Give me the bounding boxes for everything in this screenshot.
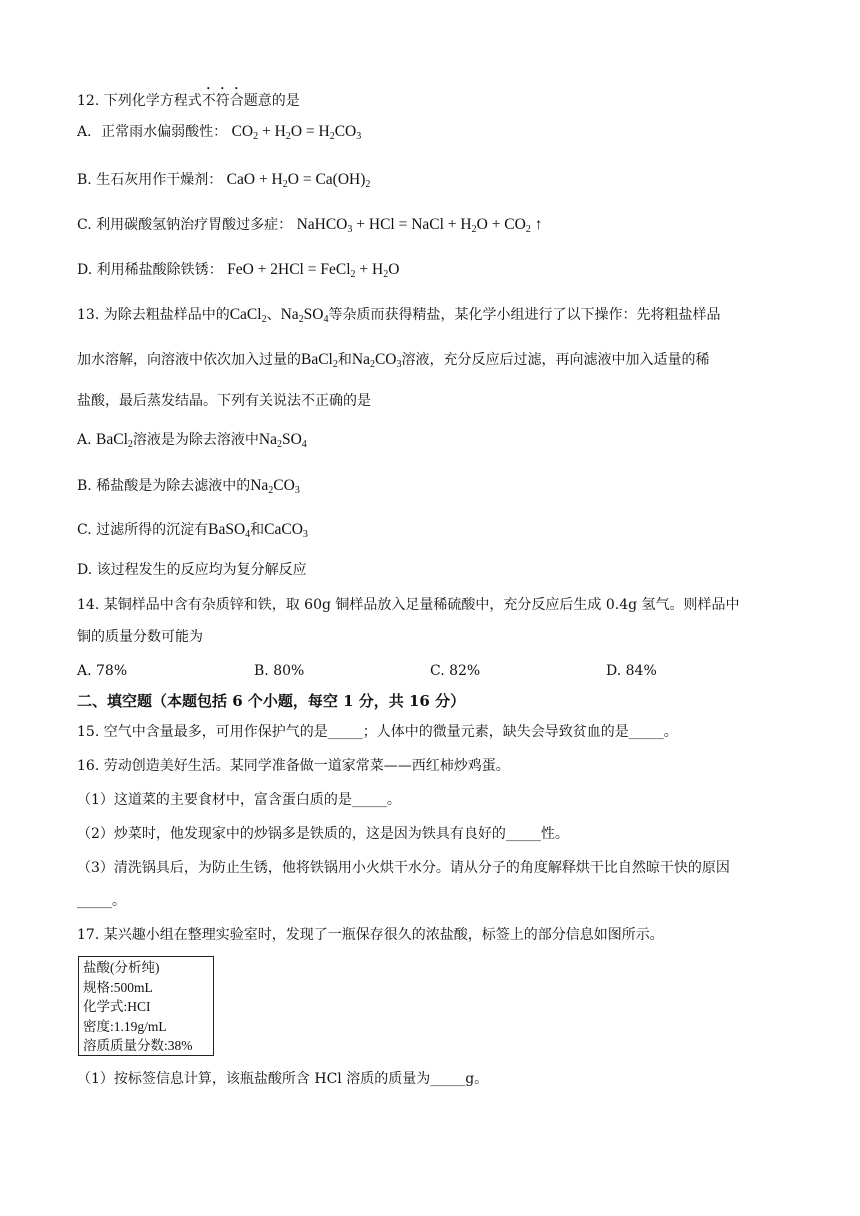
q12-stem-text-end: 题意的是 [243, 93, 300, 109]
label-density: 密度:1.19g/mL [83, 1018, 167, 1034]
q13-sep: 、 [266, 307, 281, 323]
q13-text-2: 等杂质而获得精盐，某化学小组进行了以下操作：先将粗盐样品 [328, 307, 721, 323]
formula-na2so4: $Na_2SO_4$ [280, 306, 329, 325]
formula-caco3: CaCO$_3$ [264, 521, 308, 540]
q14-option-c: C. 82% [430, 663, 481, 679]
q13-text-4: 溶液，充分反应后过滤，再向滤液中加入适量的稀 [401, 352, 710, 368]
label-name: 盐酸(分析纯) [83, 960, 160, 975]
q13-option-b-text: B. 稀盐酸是为除去滤液中的 [77, 478, 251, 494]
q12-option-c [77, 215, 542, 235]
q16-part3: （3）清洗锅具后，为防止生锈，他将铁锅用小火烘干水分。请从分子的角度解释烘干比自然晾干快的原因 [77, 860, 730, 876]
q13-option-d: D. 该过程发生的反应均为复分解反应 [77, 562, 307, 578]
q13-option-c-and: 和 [250, 522, 265, 538]
q13-option-a-prefix: A. [77, 432, 92, 448]
q16-part1: （1）这道菜的主要食材中，富含蛋白质的是_____。 [77, 792, 401, 808]
q17-stem: 17. 某兴趣小组在整理实验室时，发现了一瓶保存很久的浓盐酸，标签上的部分信息如图所示。 [77, 927, 664, 943]
formula-na2so4-a: $Na_2SO_4$ [258, 431, 307, 450]
q14-line1: 14. 某铜样品中含有杂质锌和铁，取 60g 铜样品放入足量稀硫酸中，充分反应后生成 0.4g 氢气。则样品中 [77, 597, 740, 613]
label-fraction: 溶质质量分数:38% [83, 1038, 193, 1053]
equation-c: NaHCO$_3$ + HCl = NaCl + $H_2O + CO_2$ ↑ [296, 216, 543, 235]
equation-d: FeO + 2HCl = FeCl$_2$ + $H_2O$ [227, 261, 400, 280]
formula-cacl2: CaCl$_2$ [229, 306, 267, 325]
q12-option-d-label: D. 利用稀盐酸除铁锈： [77, 262, 223, 278]
q13-and: 和 [337, 352, 352, 368]
q14-line2: 铜的质量分数可能为 [77, 629, 203, 645]
q12-option-b-label: B. 生石灰用作干燥剂： [77, 172, 223, 188]
q13-option-c [77, 520, 308, 540]
q17-part1: （1）按标签信息计算，该瓶盐酸所含 HCl 溶质的质量为_____g。 [77, 1071, 489, 1087]
q12-stem [77, 85, 300, 111]
formula-bacl2-a: BaCl$_2$ [96, 431, 133, 450]
q16-part3-cont: _____。 [77, 893, 126, 909]
q12-emphasis: 不符合 [201, 93, 244, 109]
equation-a: $CO_2 + H_2O = H_2CO_3$ [231, 123, 362, 142]
q16-stem: 16. 劳动创造美好生活。某同学准备做一道家常菜——西红柿炒鸡蛋。 [77, 758, 510, 774]
section-title: 二、填空题（本题包括 6 个小题，每空 1 分，共 16 分） [77, 692, 466, 710]
q14-option-b: B. 80% [254, 663, 305, 679]
formula-baso4: BaSO$_4$ [208, 521, 251, 540]
q13-option-c-text: C. 过滤所得的沉淀有 [77, 522, 209, 538]
q15-text: 15. 空气中含量最多，可用作保护气的是_____；人体中的微量元素，缺失会导致贫血的是_____。 [77, 724, 678, 740]
q12-stem-text: 12. 下列化学方程式 [77, 93, 202, 109]
q13-option-a [77, 430, 307, 450]
q13-option-b [77, 476, 300, 496]
formula-na2co3: $Na_2CO_3$ [351, 351, 402, 370]
q12-option-d [77, 260, 399, 280]
q14-option-a: A. 78% [77, 663, 128, 679]
q16-part2: （2）炒菜时，他发现家中的炒锅多是铁质的，这是因为铁具有良好的_____性。 [77, 826, 569, 842]
q13-text-3: 加水溶解，向溶液中依次加入过量的 [77, 352, 301, 368]
formula-bacl2: BaCl$_2$ [301, 351, 338, 370]
q12-option-a [77, 122, 361, 142]
q12-option-b [77, 170, 370, 190]
q13-line2 [77, 350, 710, 370]
q12-option-a-label: A．正常雨水偏弱酸性： [77, 124, 228, 140]
reagent-label [78, 956, 214, 1056]
formula-na2co3-b: $Na_2CO_3$ [250, 477, 300, 496]
q12-option-c-label: C. 利用碳酸氢钠治疗胃酸过多症： [77, 217, 293, 233]
q13-text: 13. 为除去粗盐样品中的 [77, 307, 230, 323]
label-formula: 化学式:HCI [83, 999, 151, 1014]
label-spec: 规格:500mL [83, 979, 153, 995]
q14-option-d: D. 84% [606, 663, 657, 679]
equation-b: CaO + $H_2O = Ca(OH)_2$ [226, 171, 371, 190]
q13-line3: 盐酸，最后蒸发结晶。下列有关说法不正确的是 [77, 393, 371, 409]
q13-option-a-text: 溶液是为除去溶液中 [132, 432, 259, 448]
q13-line1 [77, 305, 721, 325]
